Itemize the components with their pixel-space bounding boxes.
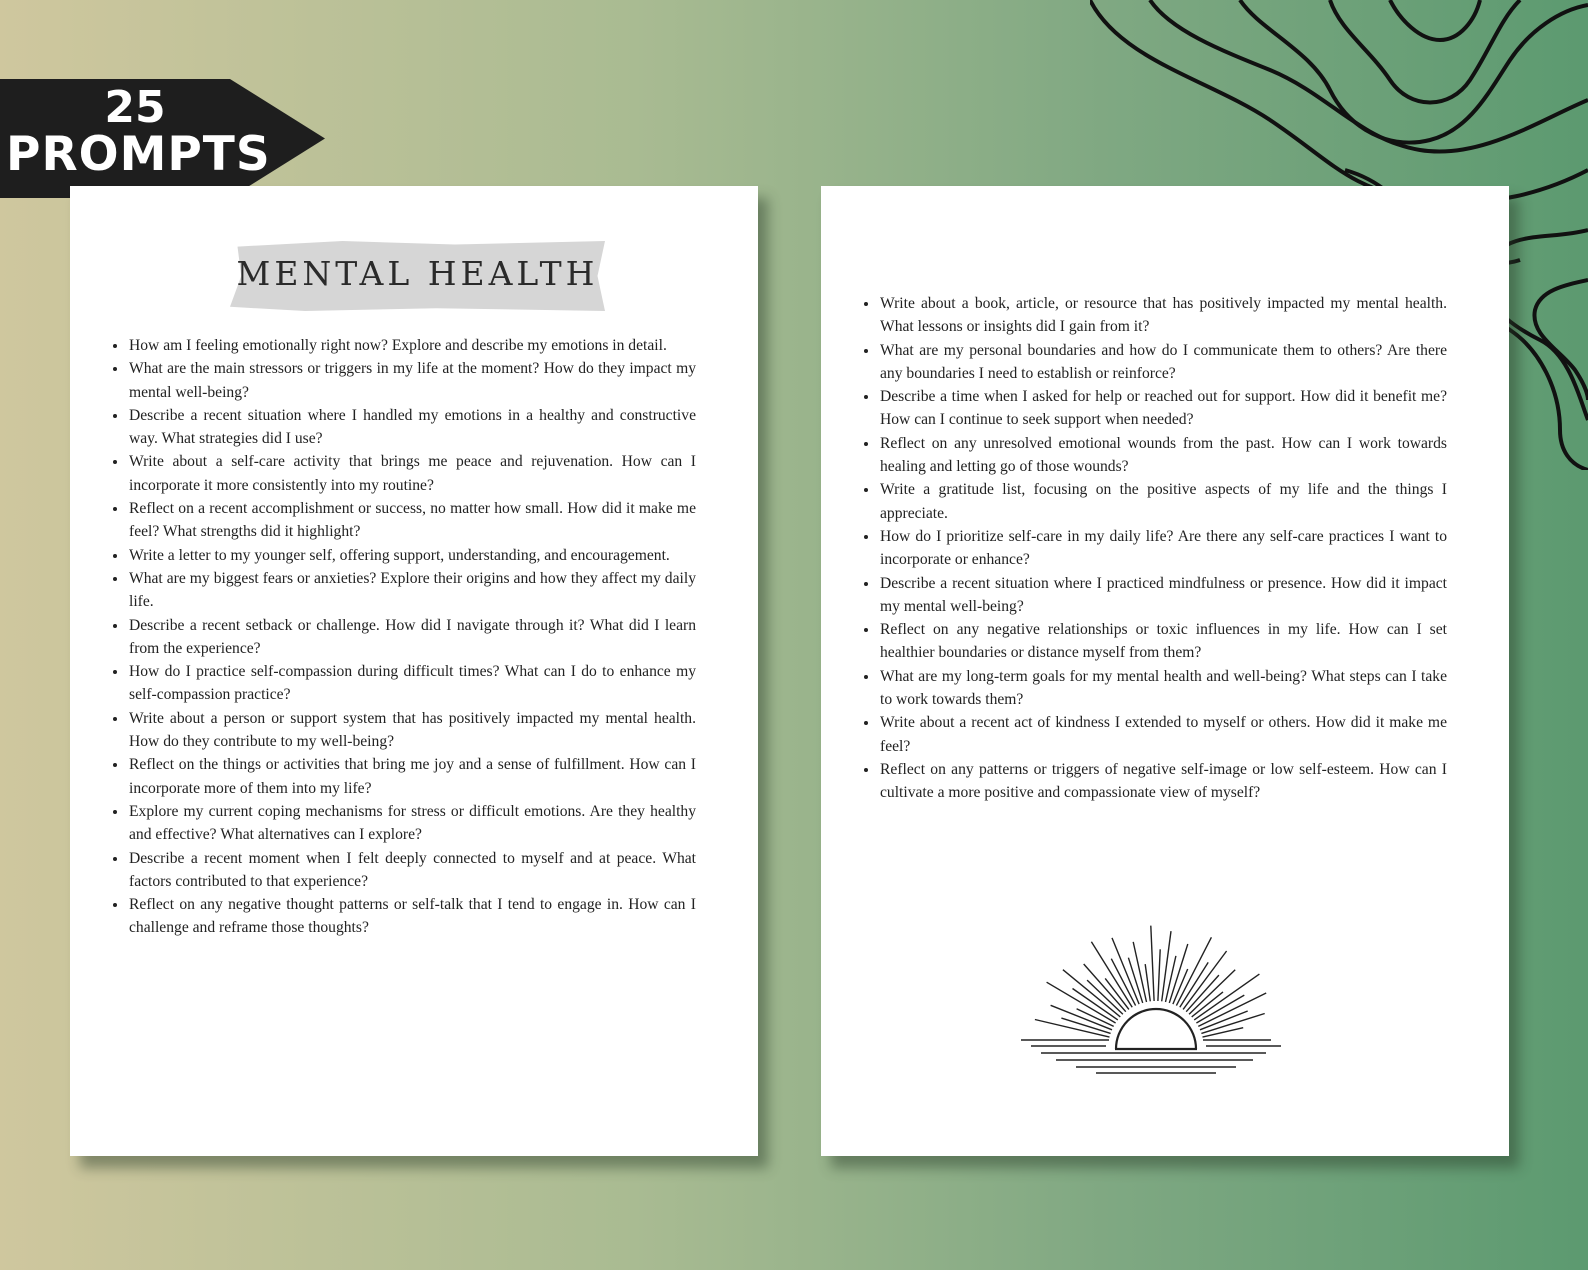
list-item: • Describe a recent situation where I practiced mindfulness or presence. How did it impact my mental well-being?: [879, 572, 1447, 619]
list-item: • Reflect on the things or activities that bring me joy and a sense of fulfillment. How can I incorporate more of them into my life?: [128, 753, 696, 800]
badge-number: 25: [104, 82, 166, 133]
list-item: • Reflect on any unresolved emotional wounds from the past. How can I work towards healing and letting go of those wounds?: [879, 432, 1447, 479]
list-item: • Write a letter to my younger self, offering support, understanding, and encouragement.: [128, 544, 696, 567]
list-item: • Describe a recent setback or challenge. How did I navigate through it? What did I learn from the experience?: [128, 614, 696, 661]
sun-ray: [1151, 926, 1154, 1001]
list-item: • What are my long-term goals for my mental health and well-being? What steps can I take to work towards them?: [879, 665, 1447, 712]
list-item: • Describe a time when I asked for help or reached out for support. How did it benefit me? How can I continue to seek support when needed?: [879, 385, 1447, 432]
list-item: • Describe a recent situation where I handled my emotions in a healthy and constructive way. What strategies did I use?: [128, 404, 696, 451]
list-item: • Reflect on any negative relationships or toxic influences in my life. How can I set healthier boundaries or distance myself from them?: [879, 618, 1447, 665]
sun-ray: [1145, 964, 1150, 1001]
list-item: • Explore my current coping mechanisms for stress or difficult emotions. Are they healthy and effective? What alternatives can I explore?: [128, 800, 696, 847]
list-item: • Write a gratitude list, focusing on the positive aspects of my life and the things I appreciate.: [879, 478, 1447, 525]
prompt-list-left: [110, 334, 696, 940]
list-item: • Write about a self-care activity that brings me peace and rejuvenation. How can I incorporate it more consistently into my routine?: [128, 450, 696, 497]
list-item: • What are my biggest fears or anxieties? Explore their origins and how they affect my daily life.: [128, 567, 696, 614]
list-item: • Describe a recent moment when I felt deeply connected to myself and at peace. What factors contributed to that experience?: [128, 847, 696, 894]
prompt-list-right: [861, 292, 1447, 805]
list-item: • How do I practice self-compassion during difficult times? What can I do to enhance my self-compassion practice?: [128, 660, 696, 707]
sun-ray: [1073, 989, 1118, 1020]
list-item: • Reflect on any patterns or triggers of negative self-image or low self-esteem. How can I cultivate a more positive and compassionate view of myself?: [879, 758, 1447, 805]
list-item: • Reflect on a recent accomplishment or success, no matter how small. How did it make me feel? What strengths did it highlight?: [128, 497, 696, 544]
page-title: MENTAL HEALTH: [236, 254, 599, 293]
right-page: [821, 186, 1509, 1156]
list-item: • Reflect on any negative thought patterns or self-talk that I tend to engage in. How can I challenge and reframe those thoughts?: [128, 893, 696, 940]
list-item: • Write about a person or support system that has positively impacted my mental health. How do they contribute to my well-being?: [128, 707, 696, 754]
sun-ray: [1203, 1028, 1244, 1037]
sun-ray: [1192, 992, 1223, 1017]
left-page: [70, 186, 758, 1156]
list-item: • What are the main stressors or triggers in my life at the moment? How do they impact my mental well-being?: [128, 357, 696, 404]
badge-label: PROMPTS: [6, 127, 271, 182]
sun-ray: [1063, 970, 1120, 1017]
list-item: • Write about a book, article, or resource that has positively impacted my mental health. What lessons or insights did I gain from it?: [879, 292, 1447, 339]
list-item: • What are my personal boundaries and how do I communicate them to others? Are there any boundaries I need to establish or reinforce?: [879, 339, 1447, 386]
sun-ray: [1158, 949, 1160, 1001]
sunrise-icon: [1021, 909, 1291, 1077]
list-item: • How do I prioritize self-care in my daily life? Are there any self-care practices I want to incorporate or enhance?: [879, 525, 1447, 572]
sun-ray: [1162, 931, 1171, 1001]
list-item: • Write about a recent act of kindness I extended to myself or others. How did it make me feel?: [879, 711, 1447, 758]
list-item: • How am I feeling emotionally right now? Explore and describe my emotions in detail.: [128, 334, 696, 357]
